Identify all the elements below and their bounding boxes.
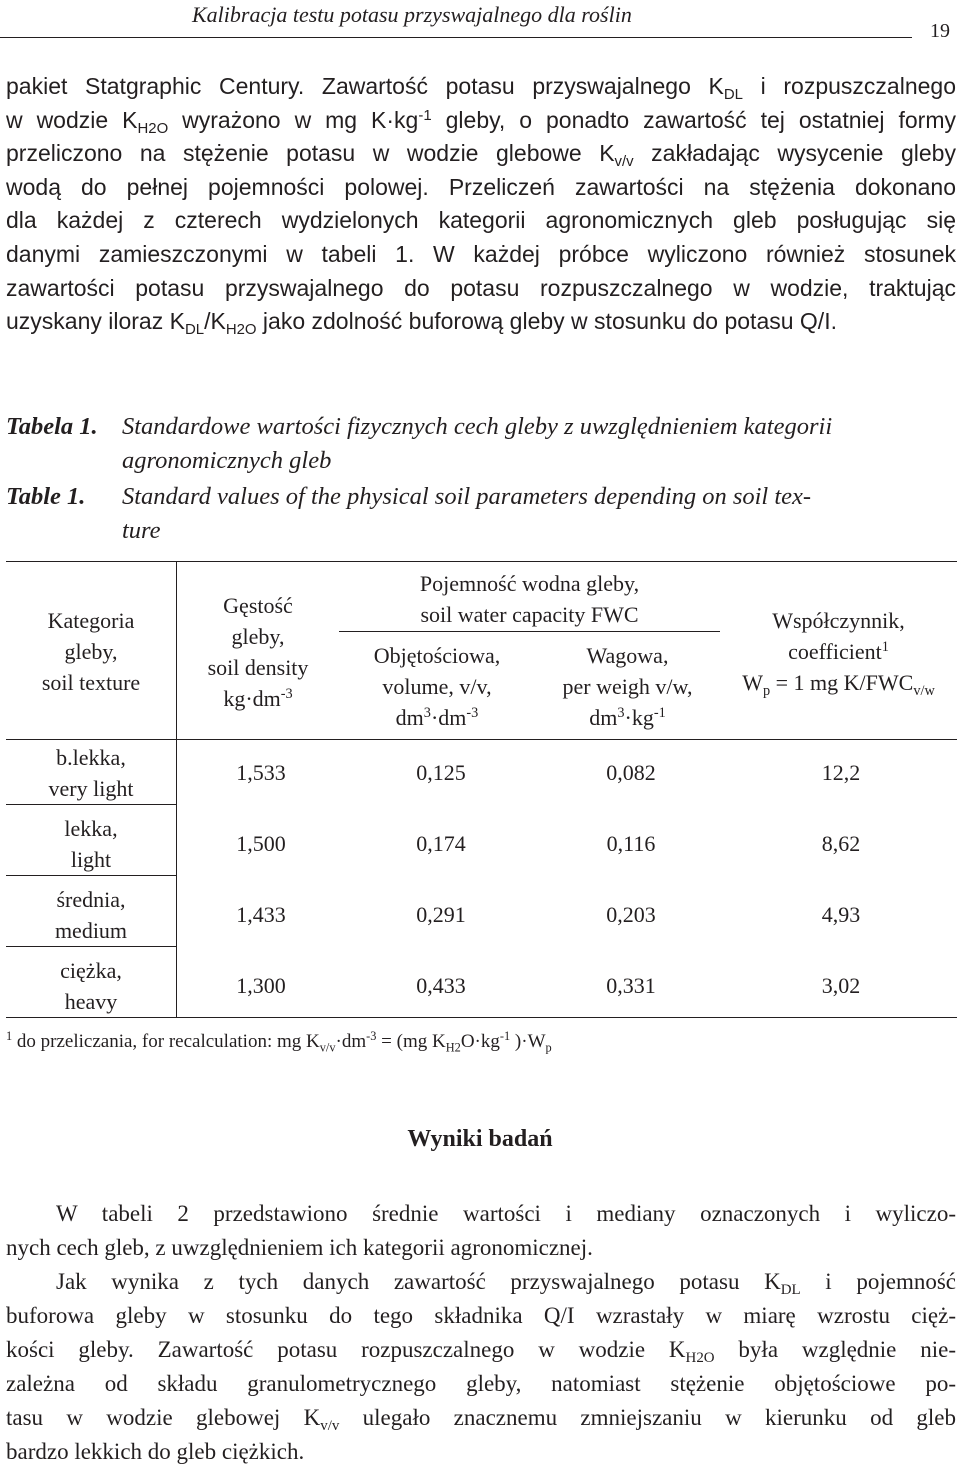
text-line: dla każdej z czterech wydzielonych kategorii agronomicznych gleb posługując się <box>6 207 956 234</box>
header-density: Gęstość gleby, soil density $kg\cdot dm^{-3}$ <box>207 593 309 711</box>
text-line: nych cech gleb, z uwzględnieniem ich kategorii agronomicznej. <box>6 1235 593 1260</box>
text-line: W tabeli 2 przedstawiono średnie wartości i mediany oznaczonych i wyliczo- <box>56 1201 956 1226</box>
header-volume: Objętościowa, volume, v/v, $dm^3\cdot dm^{-3}$ <box>373 643 501 730</box>
caption-text-en-2: ture <box>122 517 161 544</box>
table-divider <box>6 875 176 876</box>
text-line: buforowa gleby w stosunku do tego składnika Q/I wzrastały w miarę wzrostu cięż- <box>6 1303 956 1328</box>
text-line: danymi zamieszczonymi w tabeli 1. W każdej próbce wyliczono również stosunek <box>6 240 956 267</box>
text-line: uzyskany iloraz $K_{DL}/K_{H2O}$ jako zdolność buforową gleby w stosunku do potasu Q/I. <box>6 308 837 339</box>
caption-text-en-1: Standard values of the physical soil parameters depending on soil tex- <box>122 483 812 510</box>
cell-density: 1,533 <box>236 760 286 785</box>
header-rule <box>0 37 912 38</box>
table-divider <box>6 804 176 805</box>
table-footnote: $^1$ do przeliczania, for recalculation: mg $K_{v/v}\cdot dm^{-3} = (mg$ $K_{H2}O\cdot kg^{-1}$ )$\cdot W_p$ <box>6 1029 552 1055</box>
cell-density: 1,433 <box>236 902 286 927</box>
cell-weight: 0,203 <box>606 902 656 927</box>
table-divider <box>6 946 176 947</box>
soil-parameters-table <box>6 561 957 1018</box>
cell-weight: 0,331 <box>606 973 656 998</box>
text-line: Jak wynika z tych danych zawartość przyswajalnego potasu $K_{DL}$ i pojemność <box>56 1269 956 1299</box>
row-category-medium: średnia, medium <box>54 887 128 943</box>
cell-volume: 0,433 <box>416 973 466 998</box>
header-coefficient: Współczynnik, coefficient$^1$ $W_p = 1$ mg $K/FWC_{v/w}$ <box>742 608 935 699</box>
caption-label-en: Table 1. <box>6 483 86 510</box>
table-divider <box>6 739 957 740</box>
text-line: wodą do pełnej pojemności polowej. Przeliczeń zawartości na stężenia dokonano <box>6 173 956 200</box>
table-divider <box>176 562 177 1017</box>
cell-weight: 0,116 <box>606 831 656 856</box>
cell-density: 1,500 <box>236 831 286 856</box>
text-line: kości gleby. Zawartość potasu rozpuszczalnego w wodzie $K_{H2O}$ była względnie nie- <box>6 1337 956 1367</box>
cell-density: 1,300 <box>236 973 286 998</box>
text-line: przeliczono na stężenie potasu w wodzie glebowe $K_{v/v}$ zakładając wysycenie gleby <box>6 140 956 171</box>
cell-volume: 0,125 <box>416 760 466 785</box>
row-category-very-light: b.lekka, very light <box>48 745 134 801</box>
text-line: w wodzie $K_{H2O}$ wyrażono w mg $K\cdot kg^{-1}$ gleby, o ponadto zawartość tej ostatniej formy <box>6 106 956 137</box>
page-number: 19 <box>930 20 950 42</box>
cell-coefficient: 8,62 <box>821 831 861 856</box>
caption-text-pl-1: Standardowe wartości fizycznych cech gleby z uwzględnieniem kategorii <box>122 413 833 440</box>
table-caption <box>0 410 960 550</box>
intro-paragraph <box>6 70 956 339</box>
header-category: Kategoria gleby, soil texture <box>41 608 141 695</box>
results-paragraph <box>6 1197 956 1469</box>
cell-weight: 0,082 <box>606 760 656 785</box>
caption-label-pl: Tabela 1. <box>6 413 98 440</box>
row-category-light: lekka, light <box>64 816 118 872</box>
text-line: zawartości potasu przyswajalnego do potasu rozpuszczalnego w wodzie, traktując <box>6 274 956 301</box>
cell-coefficient: 12,2 <box>821 760 861 785</box>
cell-volume: 0,174 <box>416 831 466 856</box>
cell-coefficient: 3,02 <box>821 973 861 998</box>
running-header-title: Kalibracja testu potasu przyswajalnego dla roślin <box>192 2 632 27</box>
text-line: bardzo lekkich do gleb ciężkich. <box>6 1439 305 1464</box>
cell-coefficient: 4,93 <box>821 902 861 927</box>
header-weight: Wagowa, per weigh v/w, $dm^3\cdot kg^{-1}$ <box>562 643 693 730</box>
header-water-capacity: Pojemność wodna gleby, soil water capacity FWC <box>419 571 640 627</box>
row-category-heavy: ciężka, heavy <box>60 958 122 1014</box>
cell-volume: 0,291 <box>416 902 466 927</box>
text-line: pakiet Statgraphic Century. Zawartość potasu przyswajalnego $K_{DL}$ i rozpuszczalnego <box>6 73 956 104</box>
table-divider <box>339 631 720 632</box>
caption-text-pl-2: agronomicznych gleb <box>122 447 332 474</box>
section-title: Wyniki badań <box>407 1126 553 1152</box>
text-line: tasu w wodzie glebowej $K_{v/v}$ ulegało znacznemu zmniejszaniu w kierunku od gleb <box>6 1405 956 1435</box>
text-line: zależna od składu granulometrycznego gleby, natomiast stężenie objętościowe po- <box>6 1371 956 1396</box>
